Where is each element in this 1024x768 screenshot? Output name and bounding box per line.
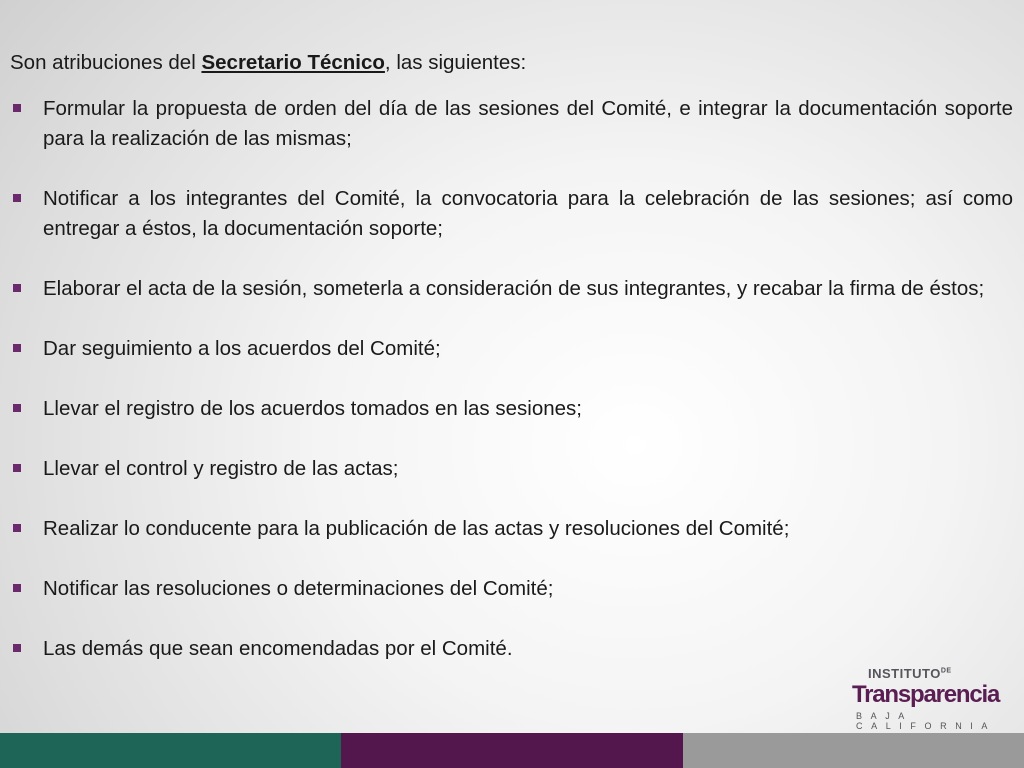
slide-content	[10, 48, 1013, 694]
footer-teal-segment	[0, 733, 341, 768]
square-bullet-icon	[13, 284, 21, 292]
square-bullet-icon	[13, 644, 21, 652]
list-item-text: Las demás que sean encomendadas por el Comité.	[43, 637, 513, 660]
footer-gray-segment	[683, 733, 1024, 768]
list-item	[10, 394, 1013, 424]
list-item-text: Elaborar el acta de la sesión, someterla a consideración de sus integrantes, y recabar la firma de éstos;	[43, 277, 985, 300]
list-item-text: Llevar el control y registro de las actas;	[43, 457, 399, 480]
list-item	[10, 634, 1013, 664]
intro-text	[10, 48, 1013, 78]
list-item	[10, 94, 1013, 154]
intro-text-after: , las siguientes:	[384, 51, 527, 74]
logo-institute-text: INSTITUTO	[868, 666, 941, 681]
list-item	[10, 454, 1013, 484]
list-item-text: Notificar a los integrantes del Comité, la convocatoria para la celebración de las sesiones; así como entregar a éstos, la documentación soporte;	[43, 187, 1013, 240]
intro-term: Secretario Técnico	[201, 51, 385, 74]
square-bullet-icon	[13, 584, 21, 592]
list-item-text: Llevar el registro de los acuerdos tomados en las sesiones;	[43, 397, 582, 420]
list-item-text: Dar seguimiento a los acuerdos del Comité;	[43, 337, 441, 360]
footer-color-bar	[0, 733, 1024, 768]
logo-line-transparencia: Transparencia	[852, 681, 1000, 708]
square-bullet-icon	[13, 104, 21, 112]
list-item-text: Realizar lo conducente para la publicación de las actas y resoluciones del Comité;	[43, 517, 790, 540]
list-item	[10, 274, 1013, 304]
list-item	[10, 184, 1013, 244]
list-item	[10, 334, 1013, 364]
square-bullet-icon	[13, 464, 21, 472]
list-item-text: Notificar las resoluciones o determinaciones del Comité;	[43, 577, 554, 600]
list-item	[10, 574, 1013, 604]
intro-text-before: Son atribuciones del	[10, 51, 202, 74]
attributions-list	[10, 94, 1013, 664]
footer-purple-segment	[341, 733, 683, 768]
logo-line-region: BAJA CALIFORNIA	[856, 711, 997, 731]
logo-line-institute	[868, 666, 952, 681]
list-item	[10, 514, 1013, 544]
institute-logo	[852, 666, 1002, 731]
logo-de-text: DE	[940, 667, 952, 675]
square-bullet-icon	[13, 524, 21, 532]
square-bullet-icon	[13, 194, 21, 202]
square-bullet-icon	[13, 404, 21, 412]
list-item-text: Formular la propuesta de orden del día de las sesiones del Comité, e integrar la documentación soporte para la realización de las mismas;	[43, 97, 1013, 150]
square-bullet-icon	[13, 344, 21, 352]
